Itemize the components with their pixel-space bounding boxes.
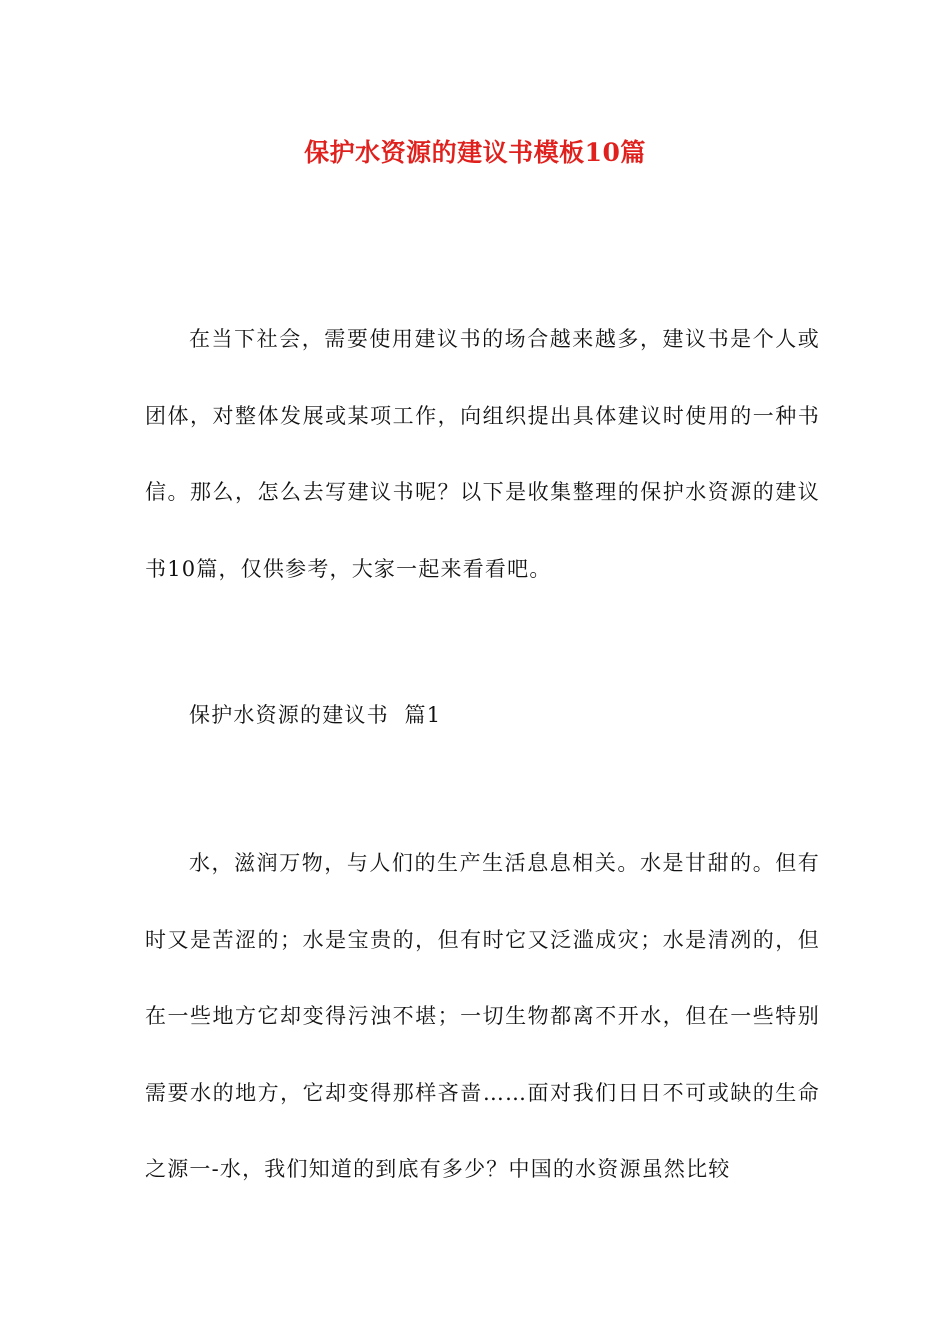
body-paragraph: 水，滋润万物，与人们的生产生活息息相关。水是甘甜的。但有时又是苦涩的；水是宝贵的，但有时它又泛滥成灾；水是清冽的，但在一些地方它却变得污浊不堪；一切生物都离不开水，但在一些特别需要水的地方，它却变得那样吝啬……面对我们日日不可或缺的生命之源一-水，我们知道的到底有多少？中国的水资源虽然比较 <box>145 851 820 1181</box>
section-heading: 保护水资源的建议书 篇1 <box>189 703 442 727</box>
document-title: 保护水资源的建议书模板10篇 <box>304 138 646 167</box>
intro-paragraph: 在当下社会，需要使用建议书的场合越来越多，建议书是个人或团体，对整体发展或某项工作，向组织提出具体建议时使用的一种书信。那么，怎么去写建议书呢？以下是收集整理的保护水资源的建议书10篇，仅供参考，大家一起来看看吧。 <box>145 327 820 581</box>
